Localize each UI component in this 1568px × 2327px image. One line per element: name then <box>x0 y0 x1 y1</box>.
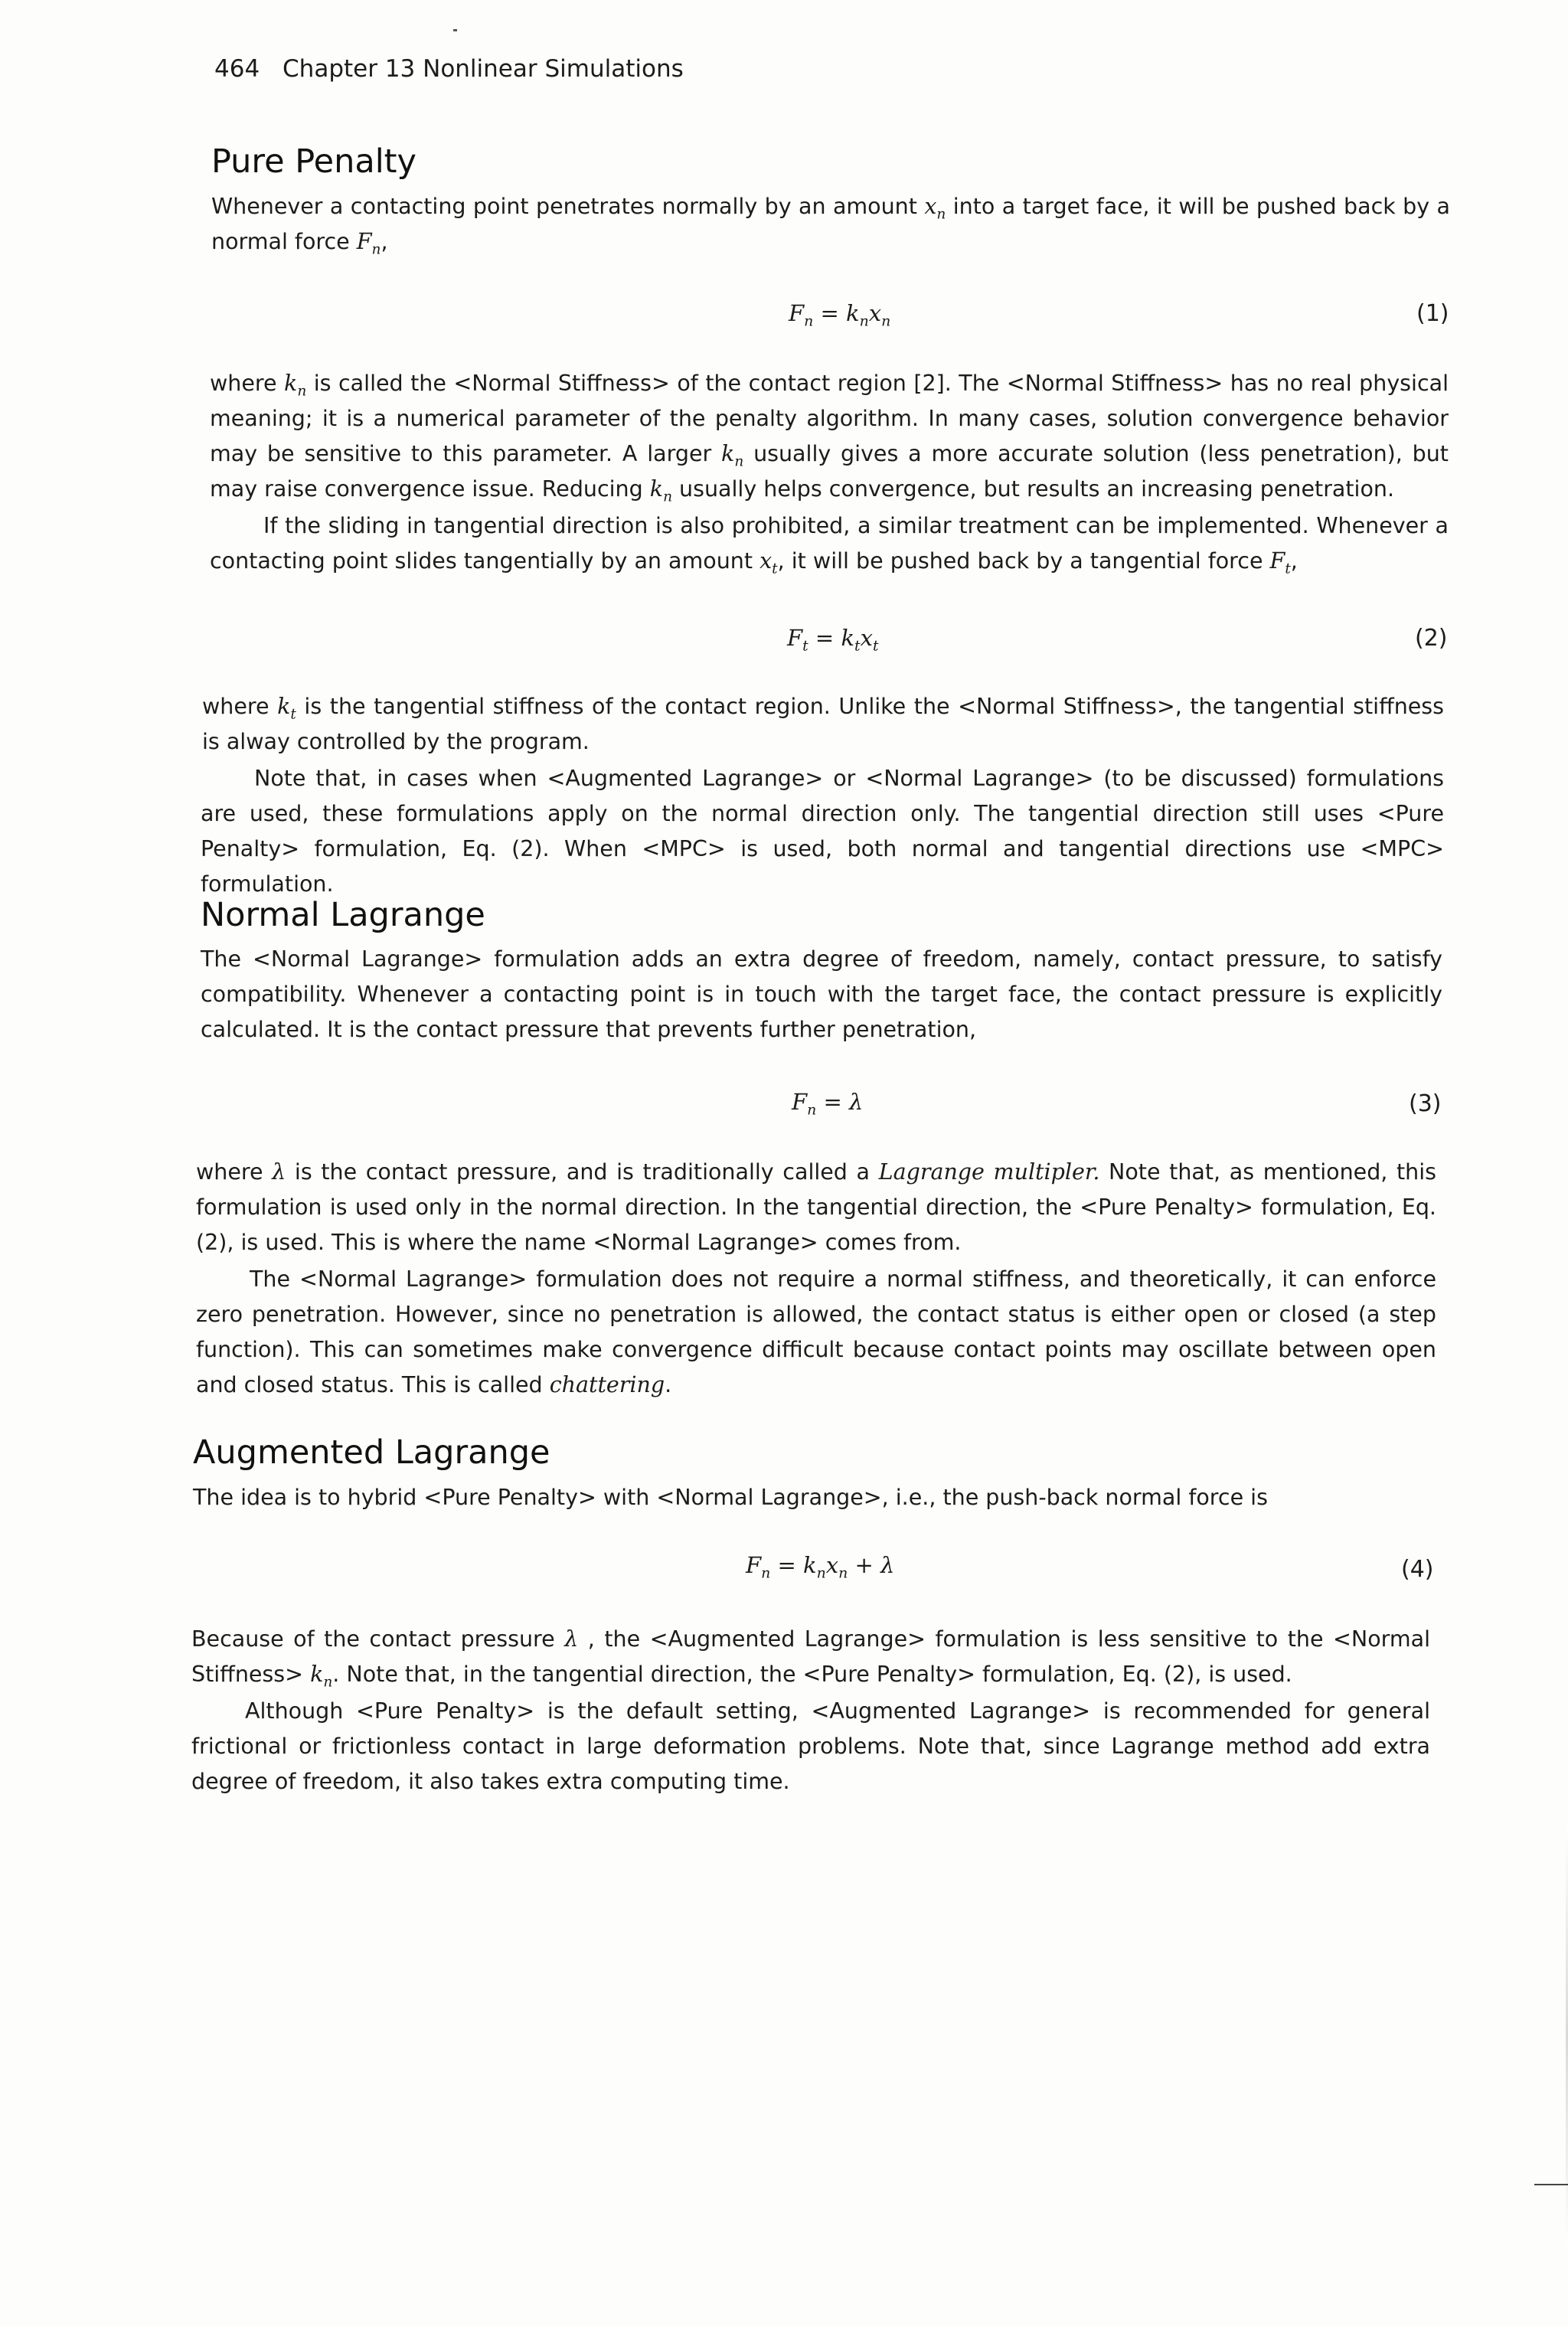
chapter-title: Chapter 13 Nonlinear Simulations <box>283 55 684 83</box>
math-lambda: λ <box>272 1159 286 1185</box>
equation-number: (1) <box>1416 300 1449 327</box>
math-k-n: $k_n$ <box>721 441 744 470</box>
paragraph: The <Normal Lagrange> formulation does not require a normal stiffness, and theoretically, it can enforce zero penetration. However, since no penetration is allowed, the contact status is either open or closed (a step function). This can sometimes make convergence difficult because contact points may oscillate between open and closed status. This is called chattering. <box>196 1266 1436 1397</box>
equation-number: (4) <box>1401 1556 1434 1583</box>
paragraph: The <Normal Lagrange> formulation adds an extra degree of freedom, namely, contact pressure, to satisfy compatibility. Whenever a contacting point is in touch with the target face, the contact pressure is explicitly calculated. It is the contact pressure that prevents further penetration, <box>201 946 1442 1042</box>
math-lambda: λ <box>564 1626 579 1652</box>
equation-2: $F_t = k_tx_t$ <box>787 625 879 655</box>
math-F-n: $F_n$ <box>356 229 381 258</box>
math-k-n: $k_n$ <box>310 1662 333 1691</box>
math-x-t: $x_t$ <box>760 548 778 577</box>
section-heading-normal-lagrange: Normal Lagrange <box>201 896 485 934</box>
text: Whenever a contacting point penetrates normally by an amount <box>211 194 925 219</box>
section-heading-pure-penalty: Pure Penalty <box>211 142 416 181</box>
equation-4: $F_n = k_nx_n + \lambda$ <box>746 1552 895 1582</box>
paragraph: Note that, in cases when <Augmented Lagrange> or <Normal Lagrange> (to be discussed) formulations are used, these formulations apply on the normal direction only. The tangential direction still uses <Pure Penalty> formulation, Eq. (2). When <MPC> is used, both normal and tangential directions use <MPC> formulation. <box>201 766 1444 897</box>
running-header <box>214 55 684 83</box>
math-x-n: $x_n$ <box>924 194 946 223</box>
equation-3: $F_n = \lambda$ <box>792 1089 864 1119</box>
page-number: 464 <box>214 55 260 83</box>
equation-number: (2) <box>1415 625 1448 652</box>
emphasis: chattering <box>549 1372 665 1397</box>
paragraph: where λ is the contact pressure, and is traditionally called a Lagrange multipler. Note that, as mentioned, this formulation is used only in the normal direction. In the tangential direction, the <Pure Penalty> formulation, Eq. (2), is used. This is where the name <Normal Lagrange> comes from. <box>196 1159 1436 1255</box>
paragraph: where $k_n$ is called the <Normal Stiffness> of the contact region [2]. The <Normal Stiffness> has no real physical meaning; it is a numerical parameter of the penalty algorithm. In many cases, solution convergence behavior may be sensitive to this parameter. A larger $k_n$ usually gives a more accurate solution (less penetration), but may raise convergence issue. Reducing $k_n$ usually helps convergence, but results an increasing penetration. <box>210 371 1449 505</box>
paragraph: If the sliding in tangential direction is also prohibited, a similar treatment can be implemented. Whenever a contacting point slides tangentially by an amount $x_t$, it will be pushed back by a tangential force $F_t$, <box>210 513 1449 577</box>
math-k-t: $k_t$ <box>277 694 296 723</box>
paragraph: Although <Pure Penalty> is the default setting, <Augmented Lagrange> is recommended for general frictional or frictionless contact in large deformation problems. Note that, since Lagrange method add extra degree of freedom, it also takes extra computing time. <box>191 1698 1430 1794</box>
equation-number: (3) <box>1409 1090 1442 1117</box>
paragraph: The idea is to hybrid <Pure Penalty> with <Normal Lagrange>, i.e., the push-back normal force is <box>193 1485 1268 1510</box>
scan-mark <box>453 29 457 31</box>
math-k-n: $k_n$ <box>284 371 307 400</box>
section-heading-augmented-lagrange: Augmented Lagrange <box>193 1433 550 1472</box>
emphasis: Lagrange multipler. <box>878 1159 1100 1185</box>
math-k-n: $k_n$ <box>649 476 672 505</box>
math-F-t: $F_t$ <box>1269 548 1291 577</box>
equation-1: $F_n = k_nx_n$ <box>789 300 891 330</box>
paragraph: Because of the contact pressure λ , the <Augmented Lagrange> formulation is less sensitive to the <Normal Stiffness> $k_n$. Note that, in the tangential direction, the <Pure Penalty> formulation, Eq. (2), is used. <box>191 1626 1430 1691</box>
text: , <box>381 229 388 254</box>
paragraph: where $k_t$ is the tangential stiffness of the contact region. Unlike the <Normal Stiffness>, the tangential stiffness is alway controlled by the program. <box>202 694 1445 754</box>
text: into a target face, it will be pushed back by a normal force <box>211 194 1450 254</box>
scan-mark <box>1534 2184 1568 2185</box>
paragraph <box>211 189 1450 260</box>
